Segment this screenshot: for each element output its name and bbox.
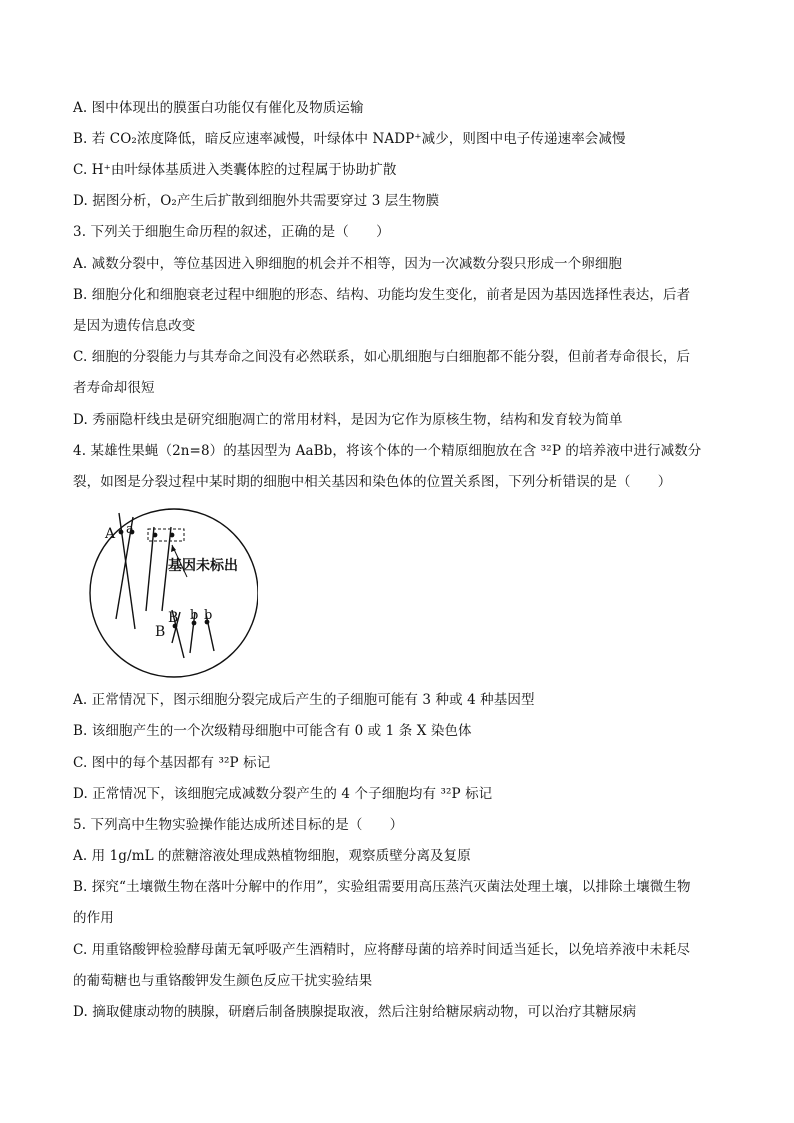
option-5c-line1: C. 用重铬酸钾检验酵母菌无氧呼吸产生酒精时，应将酵母菌的培养时间适当延长，以免培养液中未耗尽 bbox=[73, 942, 691, 958]
question-4-stem-line2: 裂，如图是分裂过程中某时期的细胞中相关基因和染色体的位置关系图，下列分析错误的是（ ） bbox=[73, 474, 672, 490]
option-3c-line1: C. 细胞的分裂能力与其寿命之间没有必然联系，如心肌细胞与白细胞都不能分裂，但前者寿命很长，后 bbox=[73, 349, 691, 365]
option-3b-line1: B. 细胞分化和细胞衰老过程中细胞的形态、结构、功能均发生变化，前者是因为基因选择性表达，后者 bbox=[73, 287, 691, 303]
option-5b-line2: 的作用 bbox=[73, 910, 114, 926]
option-5b-line1: B. 探究“土壤微生物在落叶分解中的作用”，实验组需要用高压蒸汽灭菌法处理土壤，以排除土壤微生物 bbox=[73, 879, 691, 895]
option-2d: D. 据图分析，O₂产生后扩散到细胞外共需要穿过 3 层生物膜 bbox=[73, 193, 440, 209]
centromere bbox=[119, 530, 124, 535]
option-2b: B. 若 CO₂浓度降低，暗反应速率减慢，叶绿体中 NADP⁺减少，则图中电子传递速率会减慢 bbox=[73, 131, 626, 147]
option-4d: D. 正常情况下，该细胞完成减数分裂产生的 4 个子细胞均有 ³²P 标记 bbox=[73, 786, 493, 802]
centromere bbox=[170, 533, 175, 538]
option-2a: A. 图中体现出的膜蛋白功能仅有催化及物质运输 bbox=[73, 100, 364, 116]
gene-label-A: A bbox=[105, 526, 116, 542]
option-2c: C. H⁺由叶绿体基质进入类囊体腔的过程属于协助扩散 bbox=[73, 162, 397, 178]
gene-label-a: a bbox=[126, 522, 134, 537]
question-3-stem: 3. 下列关于细胞生命历程的叙述，正确的是（ ） bbox=[73, 224, 390, 240]
gene-label-b2: b bbox=[204, 608, 213, 623]
option-3b-line2: 是因为遗传信息改变 bbox=[73, 318, 196, 334]
option-4c: C. 图中的每个基因都有 ³²P 标记 bbox=[73, 755, 271, 771]
chromosome-b1 bbox=[146, 527, 154, 611]
gene-label-B-lower: B bbox=[155, 624, 166, 640]
option-4a: A. 正常情况下，图示细胞分裂完成后产生的子细胞可能有 3 种或 4 种基因型 bbox=[73, 692, 535, 708]
gene-label-B-upper: B bbox=[168, 610, 179, 626]
option-5c-line2: 的葡萄糖也与重铬酸钾发生颜色反应干扰实验结果 bbox=[73, 973, 373, 989]
option-3d: D. 秀丽隐杆线虫是研究细胞凋亡的常用材料，是因为它作为原核生物，结构和发育较为简单 bbox=[73, 412, 623, 428]
option-3c-line2: 者寿命却很短 bbox=[73, 380, 155, 396]
cell-chromosome-diagram bbox=[88, 505, 258, 680]
centromere bbox=[153, 533, 158, 538]
option-3a: A. 减数分裂中，等位基因进入卵细胞的机会并不相等，因为一次减数分裂只形成一个卵细胞 bbox=[73, 256, 623, 272]
question-4-stem-line1: 4. 某雄性果蝇（2n=8）的基因型为 AaBb，将该个体的一个精原细胞放在含 ³²P 的培养液中进行减数分 bbox=[73, 443, 702, 459]
option-5a: A. 用 1g/mL 的蔗糖溶液处理成熟植物细胞，观察质壁分离及复原 bbox=[73, 848, 471, 864]
gene-label-b1: b bbox=[190, 608, 199, 623]
option-4b: B. 该细胞产生的一个次级精母细胞中可能含有 0 或 1 条 X 染色体 bbox=[73, 723, 472, 739]
option-5d: D. 摘取健康动物的胰腺，研磨后制备胰腺提取液，然后注射给糖尿病动物，可以治疗其糖尿病 bbox=[73, 1004, 637, 1020]
question-5-stem: 5. 下列高中生物实验操作能达成所述目标的是（ ） bbox=[73, 817, 404, 833]
callout-label: 基因未标出 bbox=[168, 558, 238, 574]
